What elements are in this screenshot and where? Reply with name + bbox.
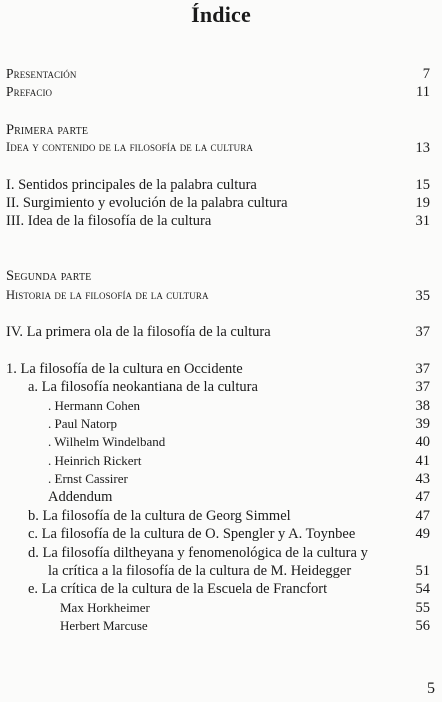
entry-label: . Heinrich Rickert (48, 453, 142, 468)
page-title: Índice (191, 2, 251, 27)
toc-entry-cassirer (0, 471, 442, 489)
toc-entry-section-a (0, 379, 442, 397)
toc-entry-section-b (0, 508, 442, 526)
toc-entry-chapter-ii (0, 195, 442, 213)
entry-label: III. Idea de la filosofía de la cultura (6, 213, 212, 229)
toc-entry-chapter-iv (0, 324, 442, 342)
part-heading-segunda (0, 268, 442, 286)
entry-page: 47 (415, 508, 430, 524)
entry-label: Prefacio (6, 84, 53, 99)
entry-page: 37 (415, 379, 430, 395)
entry-page: 19 (415, 195, 430, 211)
entry-label: 1. La filosofía de la cultura en Occidente (6, 361, 243, 377)
toc-entry-windelband (0, 434, 442, 452)
entry-page: 7 (422, 66, 430, 82)
entry-page: 49 (415, 526, 430, 542)
entry-page: 11 (416, 84, 430, 100)
entry-label: IV. La primera ola de la filosofía de la cultura (6, 324, 271, 340)
entry-label: b. La filosofía de la cultura de Georg Simmel (28, 508, 291, 524)
toc-entry-marcuse (0, 618, 442, 636)
entry-page: 43 (415, 471, 430, 487)
entry-page: 15 (415, 177, 430, 193)
toc-entry-section-c (0, 526, 442, 544)
toc-entry-rickert (0, 453, 442, 471)
entry-label: la crítica a la filosofía de la cultura de M. Heidegger (48, 563, 352, 579)
entry-label: Herbert Marcuse (60, 618, 148, 633)
entry-page: 47 (415, 489, 430, 505)
entry-label: c. La filosofía de la cultura de O. Spengler y A. Toynbee (28, 526, 356, 542)
part-heading-primera (0, 122, 442, 140)
entry-label: e. La crítica de la cultura de la Escuela de Francfort (28, 581, 328, 597)
entry-label: . Hermann Cohen (48, 398, 141, 413)
entry-page: 55 (415, 600, 430, 616)
toc-entry-section-e (0, 581, 442, 599)
entry-page: 56 (415, 618, 430, 634)
toc-entry-addendum (0, 489, 442, 507)
toc-entry-section-1 (0, 361, 442, 379)
toc-entry-horkheimer (0, 600, 442, 618)
entry-label: Addendum (48, 489, 113, 505)
toc-entry-historia (0, 288, 442, 306)
entry-page: 37 (415, 324, 430, 340)
entry-page: 37 (415, 361, 430, 377)
toc-entry-chapter-iii (0, 213, 442, 231)
entry-label: Historia de la filosofía de la cultura (6, 288, 209, 302)
entry-label: I. Sentidos principales de la palabra cultura (6, 177, 257, 193)
entry-label: Max Horkheimer (60, 600, 150, 615)
entry-page: 40 (415, 434, 430, 450)
entry-label: Idea y contenido de la filosofía de la cultura (6, 140, 253, 154)
toc-entry-chapter-i (0, 177, 442, 195)
page-number: 5 (427, 680, 435, 697)
entry-page: 51 (415, 563, 430, 579)
entry-label: . Paul Natorp (48, 416, 117, 431)
entry-page: 39 (415, 416, 430, 432)
toc-entry-natorp (0, 416, 442, 434)
toc-entry-prefacio (0, 84, 442, 102)
part-label: Segunda parte (6, 268, 92, 284)
entry-page: 13 (415, 140, 430, 156)
toc-entry-section-d (0, 545, 442, 563)
entry-label: . Ernst Cassirer (48, 471, 128, 486)
entry-page: 41 (415, 453, 430, 469)
entry-label: d. La filosofía diltheyana y fenomenológica de la cultura y (28, 545, 368, 561)
entry-label: a. La filosofía neokantiana de la cultura (28, 379, 258, 395)
entry-label: II. Surgimiento y evolución de la palabra cultura (6, 195, 288, 211)
entry-page: 31 (415, 213, 430, 229)
entry-page: 38 (415, 398, 430, 414)
entry-page: 35 (415, 288, 430, 304)
toc-entry-presentacion (0, 66, 442, 84)
entry-label: . Wilhelm Windelband (48, 434, 166, 449)
toc-entry-section-d-cont (0, 563, 442, 581)
toc-entry-idea-contenido (0, 140, 442, 158)
entry-page: 54 (415, 581, 430, 597)
entry-label: Presentación (6, 66, 77, 81)
part-label: Primera parte (6, 122, 89, 138)
toc-entry-cohen (0, 398, 442, 416)
